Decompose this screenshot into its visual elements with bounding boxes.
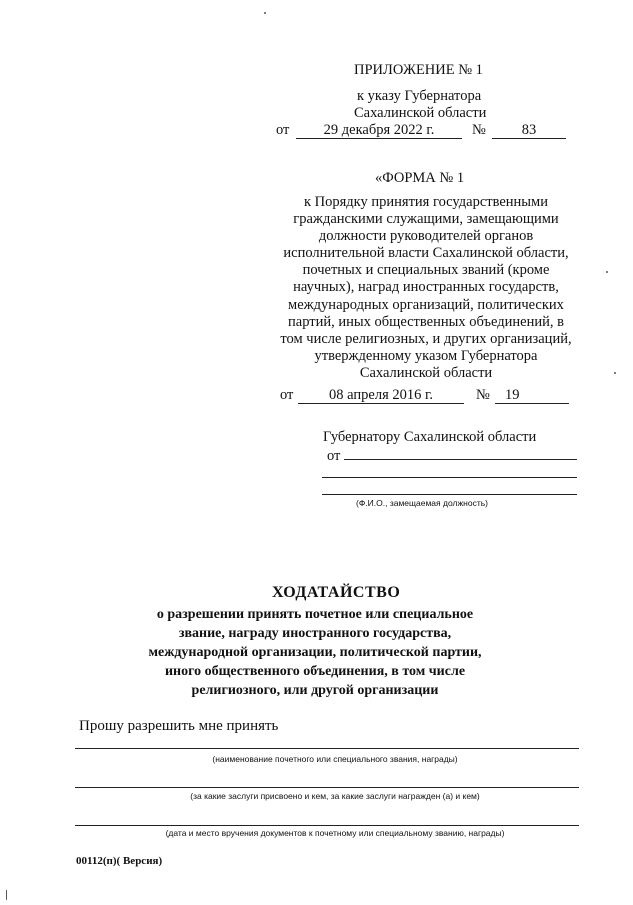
decree-reference-line2: Сахалинской области xyxy=(354,105,487,121)
decree-number-label: № xyxy=(472,122,486,138)
delivery-caption: (дата и место вручения документов к почетному или специальному званию, награды) xyxy=(165,828,505,838)
form-description-line: том числе религиозных, и других организаций, xyxy=(280,330,572,347)
form-description-line: должности руководителей органов xyxy=(318,228,534,245)
form-number-field xyxy=(495,387,569,404)
petition-subtitle-line: о разрешении принять почетное или специальное xyxy=(156,607,474,622)
award-name-line xyxy=(75,748,579,749)
petition-subtitle xyxy=(130,605,500,700)
merits-caption: (за какие заслуги присвоено и кем, за какие заслуги награжден (а) и кем) xyxy=(190,791,480,801)
petition-subtitle-line: иного общественного объединения, в том числе xyxy=(164,664,466,679)
decree-reference-line1: к указу Губернатора xyxy=(357,88,482,104)
addressee-name-line xyxy=(344,459,577,460)
form-description-line: Сахалинской области xyxy=(359,364,493,381)
form-description-line: гражданскими служащими, замещающими xyxy=(293,211,559,228)
form-description-line: к Порядку принятия государственными xyxy=(303,194,548,210)
addressee-line-3 xyxy=(322,494,577,495)
scan-speck xyxy=(6,890,7,900)
petition-subtitle-line: звание, награду иностранного государства, xyxy=(178,626,452,641)
addressee-to: Губернатору Сахалинской области xyxy=(323,429,537,445)
addressee-line-2 xyxy=(322,477,577,478)
form-from-label: от xyxy=(280,387,294,403)
delivery-line xyxy=(75,825,579,826)
form-title: «ФОРМА № 1 xyxy=(375,170,465,186)
form-description-line: почетных и специальных званий (кроме xyxy=(302,262,550,279)
petition-subtitle-line: международной организации, политической партии, xyxy=(148,645,482,660)
decree-date-field xyxy=(296,122,462,139)
addressee-caption: (Ф.И.О., замещаемая должность) xyxy=(356,498,488,508)
award-name-caption: (наименование почетного или специального звания, награды) xyxy=(212,754,458,764)
appendix-title: ПРИЛОЖЕНИЕ № 1 xyxy=(354,62,483,78)
addressee-from-label: от xyxy=(327,448,341,464)
form-number: 19 xyxy=(505,387,520,403)
decree-from-label: от xyxy=(276,122,290,138)
scan-speck xyxy=(614,372,616,374)
scan-speck xyxy=(606,271,608,273)
decree-number: 83 xyxy=(521,122,537,138)
form-description-line: научных), наград иностранных государств, xyxy=(293,279,559,296)
form-description-line: исполнительной власти Сахалинской области, xyxy=(283,245,569,262)
scan-speck xyxy=(264,12,266,14)
form-date: 08 апреля 2016 г. xyxy=(329,387,433,403)
form-description-line: утвержденному указом Губернатора xyxy=(314,347,538,364)
form-date-field xyxy=(298,387,464,404)
form-description-line: партий, иных общественных объединений, в xyxy=(288,313,564,330)
form-description xyxy=(270,194,582,382)
form-description-line: международных организаций, политических xyxy=(288,296,564,313)
decree-date: 29 декабря 2022 г. xyxy=(323,122,435,138)
document-code: 00112(п)( Версия) xyxy=(76,855,163,867)
petition-subtitle-line: религиозного, или другой организации xyxy=(191,683,439,698)
merits-line xyxy=(75,787,579,788)
request-text: Прошу разрешить мне принять xyxy=(79,718,279,734)
decree-number-field xyxy=(492,122,566,139)
form-number-label: № xyxy=(476,387,490,403)
petition-title: ХОДАТАЙСТВО xyxy=(272,584,401,601)
